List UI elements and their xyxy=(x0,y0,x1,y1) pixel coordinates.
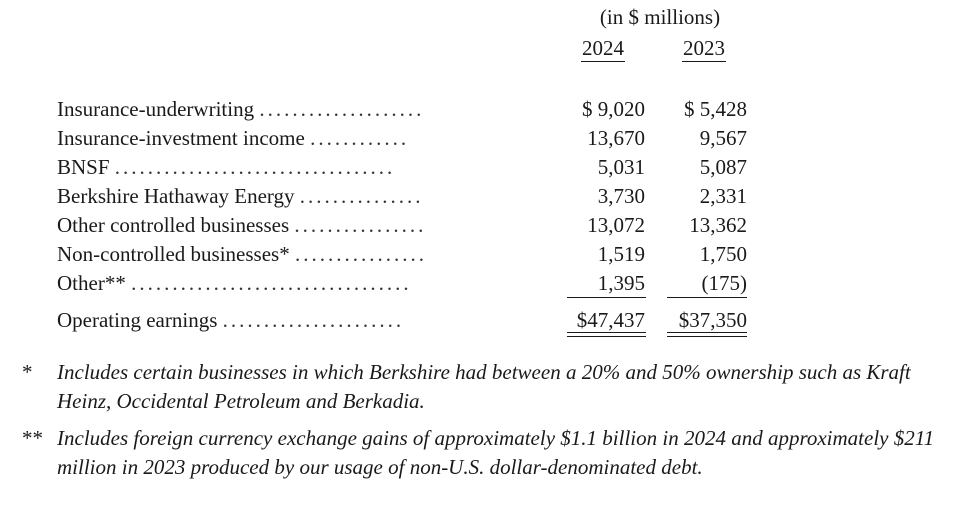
footnote-text: Includes foreign currency exchange gains of approximately $1.1 billion in 2024 and approximately $211 million in 2023 produced by our usage of non-U.S. dollar-denominated debt. xyxy=(57,426,935,479)
dot-leader: ................ xyxy=(294,213,427,237)
table-row xyxy=(57,182,757,211)
row-label: Other** xyxy=(57,271,126,295)
footnote xyxy=(22,424,947,482)
row-label: Insurance-underwriting xyxy=(57,97,255,121)
total-2024: $47,437 xyxy=(576,308,645,332)
value-2023: (175) xyxy=(701,271,747,295)
row-label: BNSF xyxy=(57,155,110,179)
value-2023: 5,087 xyxy=(699,155,747,179)
table-row xyxy=(57,124,757,153)
value-2024: 13,072 xyxy=(587,213,645,237)
table-row xyxy=(57,269,757,298)
value-2023: 1,750 xyxy=(699,242,747,266)
value-2023: 9,567 xyxy=(699,126,747,150)
value-2023: 2,331 xyxy=(699,184,747,208)
value-2024: 1,395 xyxy=(597,271,645,295)
total-double-rule-2023 xyxy=(667,332,747,337)
value-2024: 13,670 xyxy=(587,126,645,150)
units-caption: (in $ millions) xyxy=(599,5,721,29)
footnote xyxy=(22,358,947,416)
row-label: Other controlled businesses xyxy=(57,213,290,237)
column-header-2024: 2024 xyxy=(582,36,624,60)
table-row xyxy=(57,95,757,124)
subtotal-rule-2024 xyxy=(567,297,646,298)
footnote-text: Includes certain businesses in which Berkshire had between a 20% and 50% ownership such as Kraft Heinz, Occidental Petroleum and Berkadia. xyxy=(57,360,911,413)
dot-leader: ................ xyxy=(294,242,427,266)
row-label: Non-controlled businesses* xyxy=(57,242,290,266)
dot-leader: ...................... xyxy=(222,308,405,332)
value-2024: 5,031 xyxy=(597,155,645,179)
total-2023: $37,350 xyxy=(678,308,747,332)
table-row xyxy=(57,240,757,269)
table-row xyxy=(57,153,757,182)
dot-leader: .................... xyxy=(259,97,425,121)
value-2024: 3,730 xyxy=(597,184,645,208)
dot-leader: ............ xyxy=(310,126,410,150)
column-header-2023: 2023 xyxy=(683,36,725,60)
footnote-mark: * xyxy=(22,360,33,384)
subtotal-rule-2023 xyxy=(667,297,747,298)
total-row xyxy=(57,306,757,335)
table-row xyxy=(57,211,757,240)
value-2024: $ 9,020 xyxy=(582,97,645,121)
value-2024: 1,519 xyxy=(597,242,645,266)
value-2023: 13,362 xyxy=(689,213,747,237)
total-double-rule-2024 xyxy=(567,332,646,337)
dot-leader: .................................. xyxy=(131,271,412,295)
value-2023: $ 5,428 xyxy=(684,97,747,121)
footnotes xyxy=(22,358,947,490)
total-label: Operating earnings xyxy=(57,308,218,332)
row-label: Berkshire Hathaway Energy xyxy=(57,184,295,208)
footnote-mark: ** xyxy=(22,426,43,450)
earnings-table xyxy=(57,95,757,335)
dot-leader: ............... xyxy=(299,184,424,208)
row-label: Insurance-investment income xyxy=(57,126,305,150)
dot-leader: .................................. xyxy=(114,155,396,179)
